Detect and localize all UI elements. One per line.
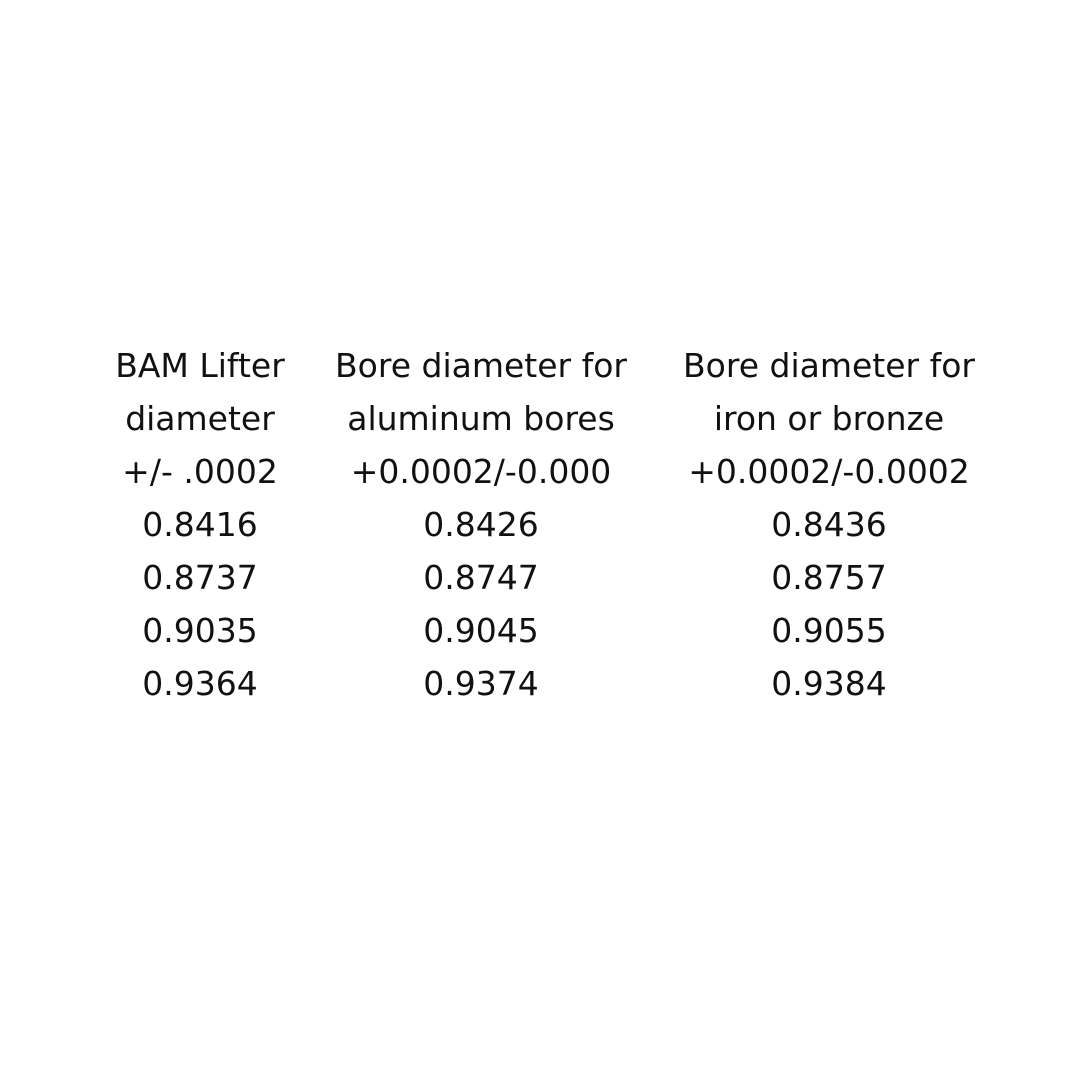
column-tolerance: +/- .0002: [122, 452, 278, 491]
table-cell: 0.8426: [423, 505, 539, 544]
table-cell: 0.9035: [142, 611, 258, 650]
table-cell: 0.9055: [771, 611, 887, 650]
column-tolerance: +0.0002/-0.000: [350, 452, 612, 491]
table-cell: 0.8737: [142, 558, 258, 597]
table-cell: 0.9045: [423, 611, 539, 650]
table-cell: 0.8757: [771, 558, 887, 597]
column-header-line: iron or bronze: [713, 399, 945, 438]
table-cell: 0.8416: [142, 505, 258, 544]
column-tolerance: +0.0002/-0.0002: [688, 452, 970, 491]
table-cell: 0.8747: [423, 558, 539, 597]
column-lifter-diameter: [100, 339, 300, 710]
column-header-line: BAM Lifter: [115, 346, 285, 385]
column-iron-bronze-bore: [668, 339, 990, 710]
table-cell: 0.9374: [423, 664, 539, 703]
column-aluminum-bore: [320, 339, 642, 710]
table-cell: 0.9364: [142, 664, 258, 703]
column-header-line: diameter: [125, 399, 275, 438]
column-header-line: Bore diameter for: [683, 346, 975, 385]
table-cell: 0.8436: [771, 505, 887, 544]
column-header-line: aluminum bores: [347, 399, 615, 438]
column-header-line: Bore diameter for: [335, 346, 627, 385]
table-cell: 0.9384: [771, 664, 887, 703]
